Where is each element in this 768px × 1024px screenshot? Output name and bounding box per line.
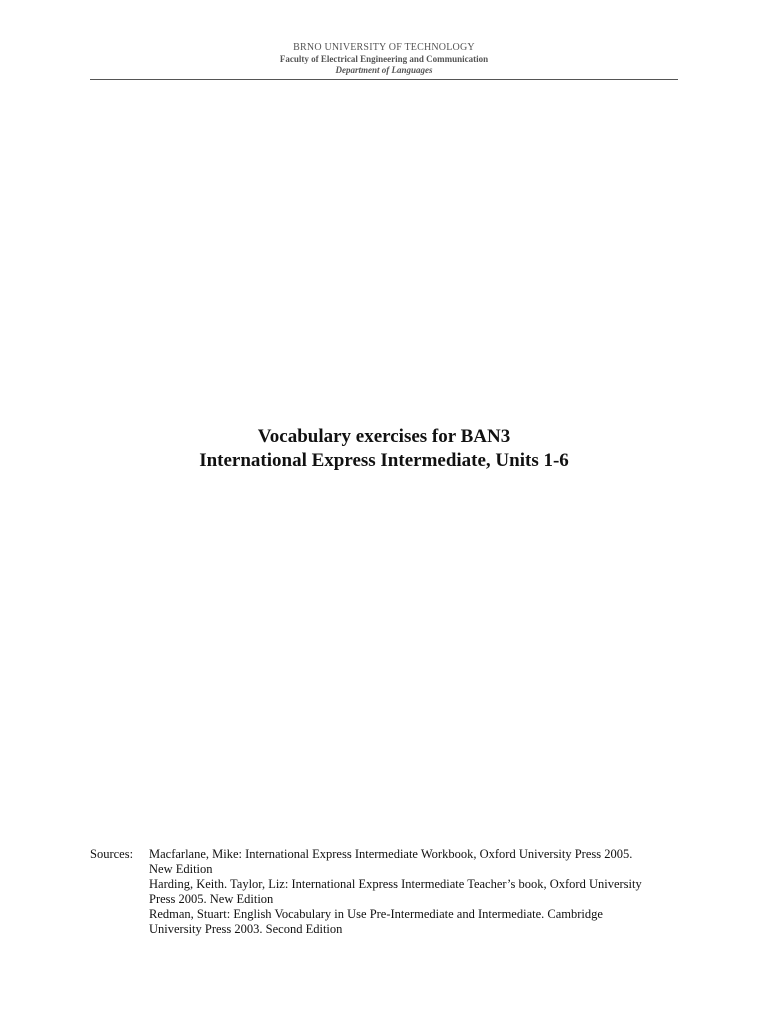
source-entry-2 [149, 877, 689, 907]
source-entry-1 [149, 847, 689, 877]
department-name: Department of Languages [335, 65, 433, 75]
source-entry-2-line-1: Harding, Keith. Taylor, Liz: International Express Intermediate Teacher’s book, Oxford University [149, 877, 642, 891]
title-line-1: Vocabulary exercises for BAN3 [257, 426, 511, 447]
page-header [90, 42, 678, 80]
source-entry-3-line-2: University Press 2003. Second Edition [149, 922, 343, 936]
university-name: BRNO UNIVERSITY OF TECHNOLOGY [293, 42, 475, 53]
sources-list [149, 847, 689, 937]
source-entry-3-line-1: Redman, Stuart: English Vocabulary in Use Pre-Intermediate and Intermediate. Cambridge [149, 907, 603, 921]
document-title [0, 425, 768, 473]
title-line-2: International Express Intermediate, Units 1-6 [199, 450, 569, 471]
source-entry-1-line-2: New Edition [149, 862, 213, 876]
sources-label: Sources: [90, 847, 134, 861]
faculty-name: Faculty of Electrical Engineering and Communication [279, 54, 489, 64]
source-entry-1-line-1: Macfarlane, Mike: International Express Intermediate Workbook, Oxford University Press 2005. [149, 847, 633, 861]
source-entry-3 [149, 907, 689, 937]
source-entry-2-line-2: Press 2005. New Edition [149, 892, 274, 906]
